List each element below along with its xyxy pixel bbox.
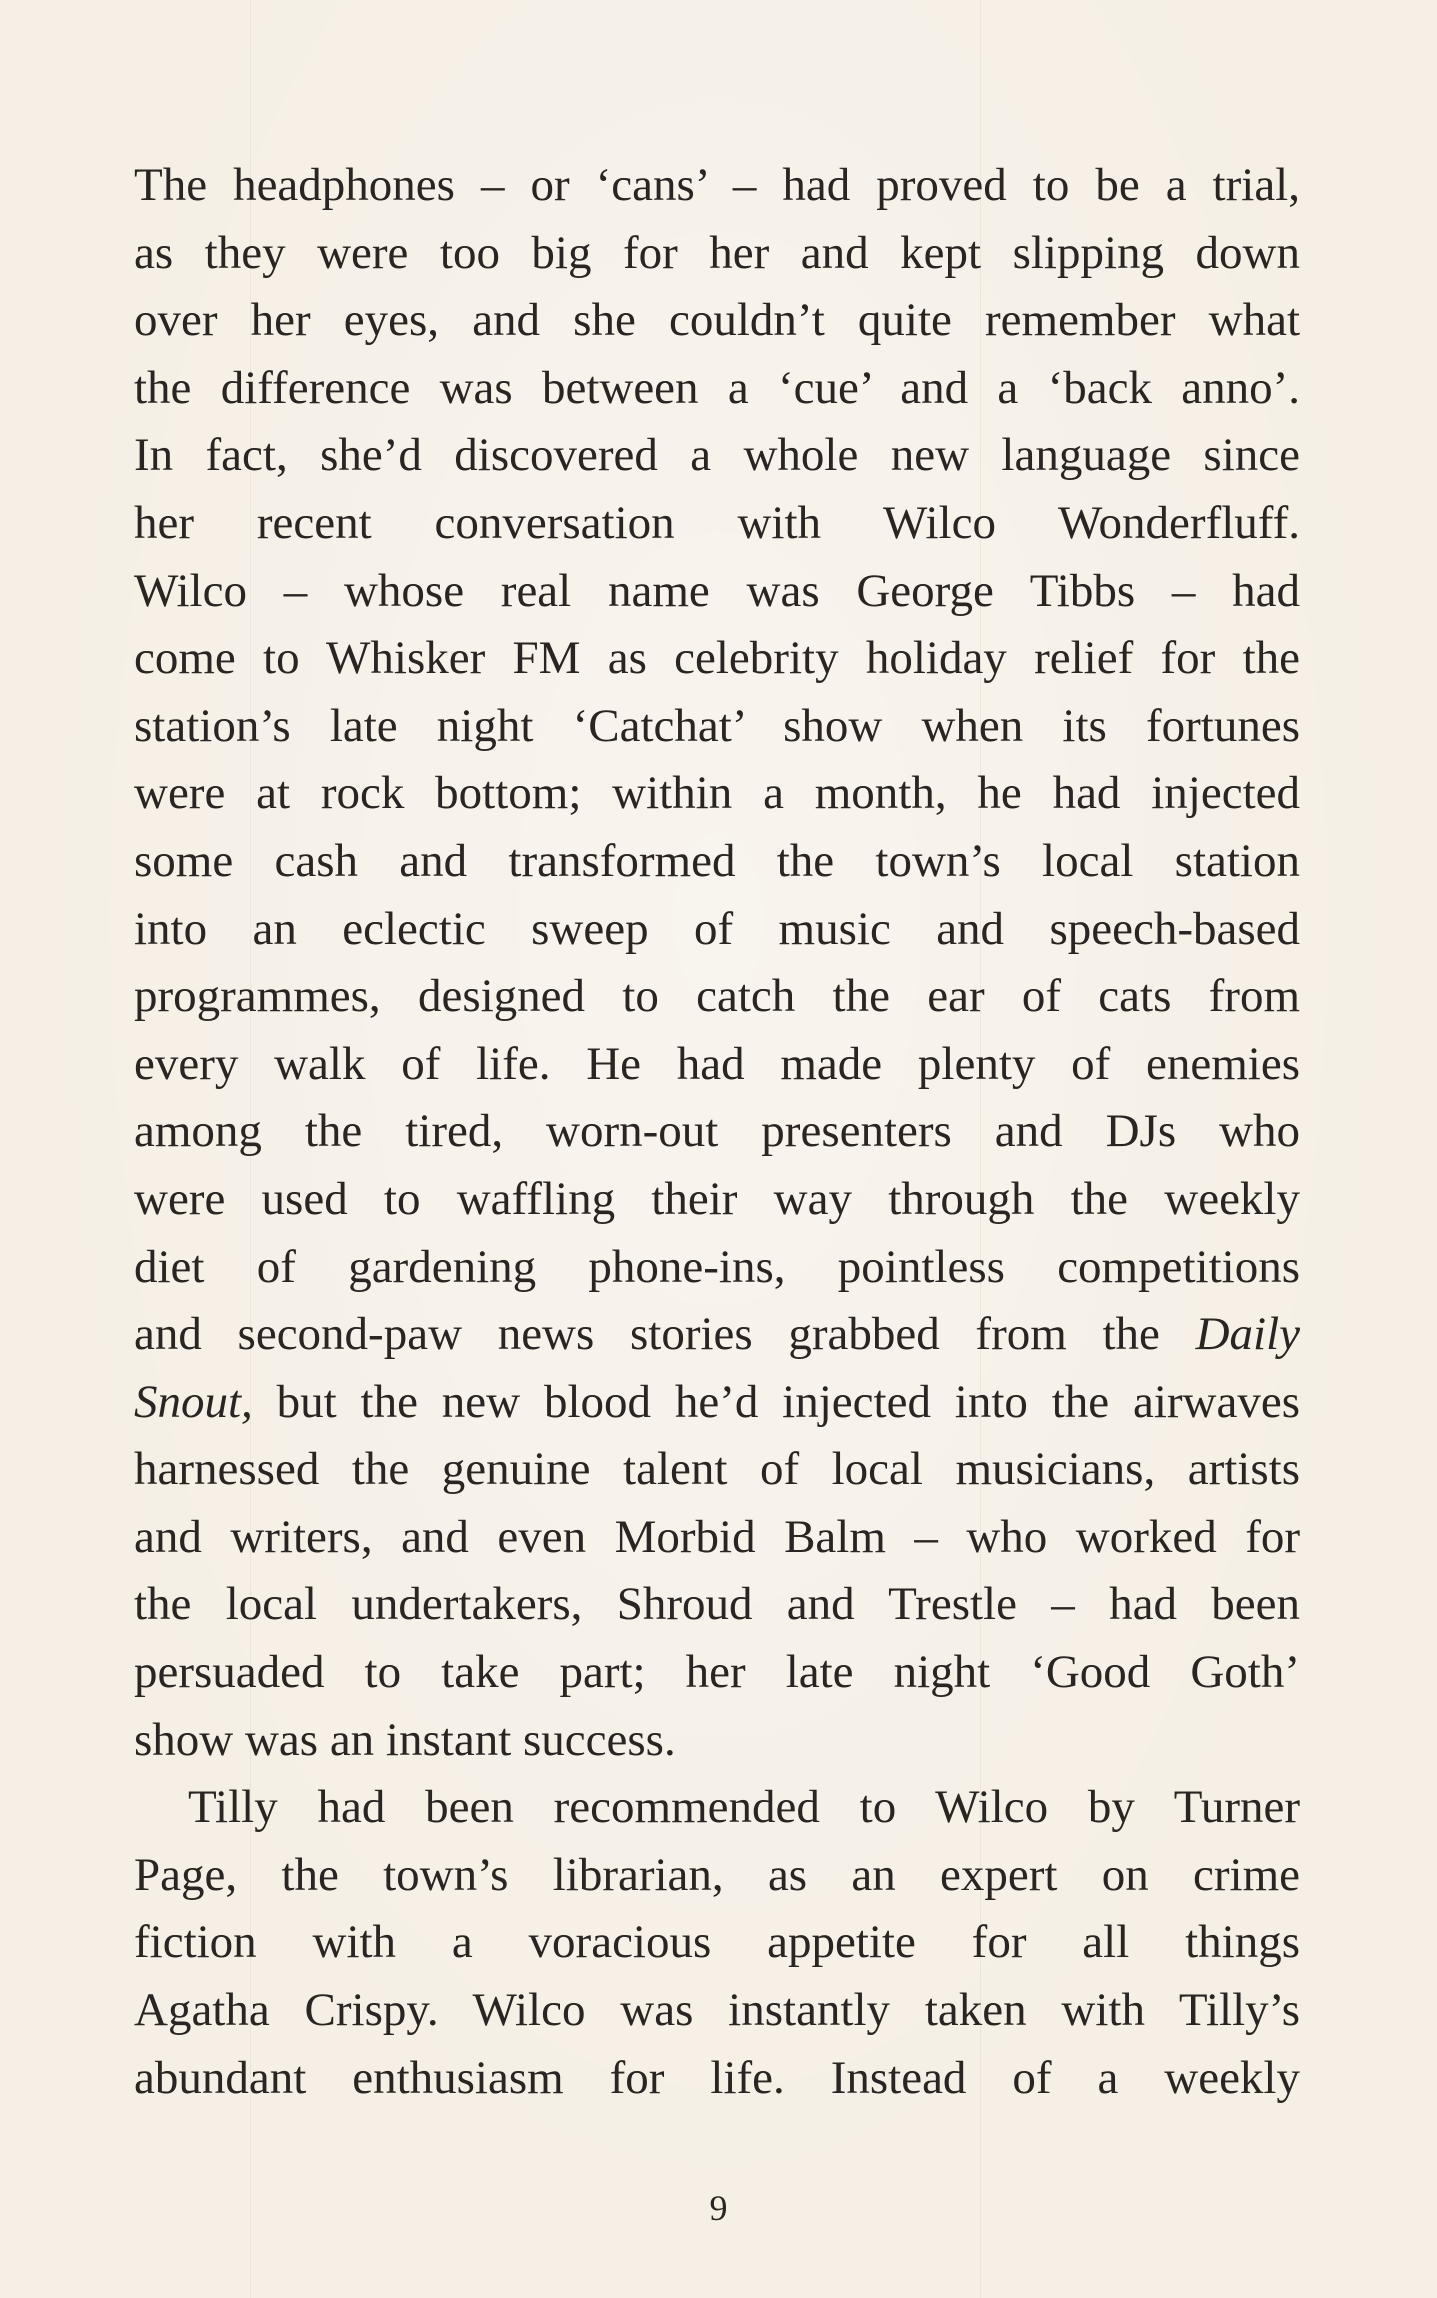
page-number: 9 — [709, 2188, 728, 2228]
text-line: the local undertakers, Shroud and Trestle – had been — [134, 1578, 1300, 1631]
text-line: Page, the town’s librarian, as an expert on crime — [134, 1848, 1300, 1901]
text-line: her recent conversation with Wilco Wonderfluff. — [134, 496, 1300, 549]
text-line: fiction with a voracious appetite for all things — [134, 1916, 1300, 1969]
text-line: harnessed the genuine talent of local musicians, artists — [134, 1443, 1300, 1496]
text-line: come to Whisker FM as celebrity holiday relief for the — [134, 632, 1300, 685]
text-line: The headphones – or ‘cans’ – had proved to be a trial, — [134, 159, 1300, 211]
text-line: some cash and transformed the town’s local station — [134, 834, 1300, 887]
text-line: diet of gardening phone-ins, pointless competitions — [134, 1240, 1300, 1293]
text-line: as they were too big for her and kept slipping down — [134, 226, 1300, 279]
text-line: into an eclectic sweep of music and speech-based — [134, 902, 1300, 955]
text-line: Wilco – whose real name was George Tibbs – had — [134, 564, 1300, 617]
text-line-main: and second-paw news stories grabbed from the — [134, 1308, 1160, 1361]
text-line: among the tired, worn-out presenters and DJs who — [134, 1105, 1300, 1158]
text-line — [134, 1301, 1300, 1369]
text-line: and writers, and even Morbid Balm – who worked for — [134, 1510, 1300, 1563]
text-line: station’s late night ‘Catchat’ show when its fortunes — [134, 699, 1300, 752]
text-line: over her eyes, and she couldn’t quite remember what — [134, 294, 1300, 347]
text-line: were at rock bottom; within a month, he had injected — [134, 767, 1300, 820]
text-line — [134, 1369, 1300, 1437]
text-line: persuaded to take part; her late night ‘Good Goth’ — [134, 1646, 1300, 1699]
text-line: Tilly had been recommended to Wilco by Turner — [188, 1781, 1300, 1834]
body-text — [134, 152, 1300, 2112]
italic-title: Daily — [1195, 1308, 1300, 1361]
text-line: Agatha Crispy. Wilco was instantly taken with Tilly’s — [134, 1984, 1300, 2037]
text-line: the difference was between a ‘cue’ and a ‘back anno’. — [134, 361, 1300, 414]
text-line: were used to waffling their way through the weekly — [134, 1172, 1300, 1225]
text-line: In fact, she’d discovered a whole new language since — [134, 429, 1300, 482]
text-line: every walk of life. He had made plenty of enemies — [134, 1037, 1300, 1090]
text-line-main: but the new blood he’d injected into the airwaves — [276, 1375, 1301, 1428]
text-line: show was an instant success. — [134, 1713, 676, 1766]
text-line: abundant enthusiasm for life. Instead of a weekly — [134, 2051, 1300, 2104]
italic-title: Snout, — [134, 1375, 253, 1428]
text-line: programmes, designed to catch the ear of cats from — [134, 970, 1300, 1023]
